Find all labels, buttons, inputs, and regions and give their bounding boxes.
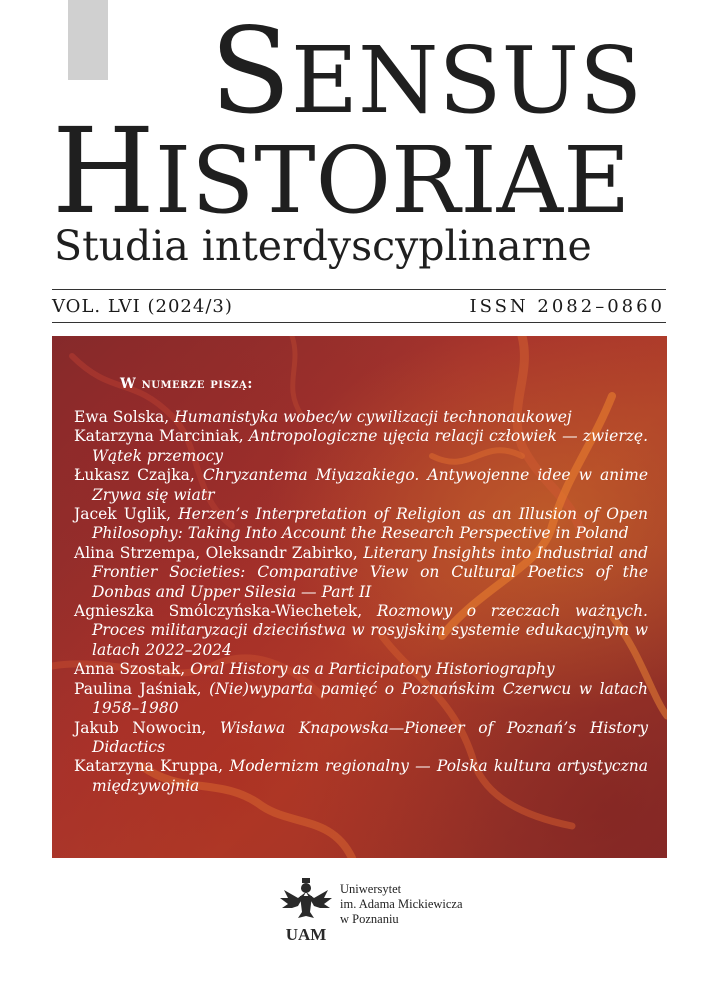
- contents-entry: [74, 602, 648, 660]
- publisher-line-2: im. Adama Mickiewicza: [340, 897, 463, 911]
- entry-title: Oral History as a Participatory Historiography: [190, 660, 555, 679]
- entry-title: Rozmowy o rzeczach ważnych. Proces militaryzacji dzieciństwa w rosyjskim systemie edukacyjnym w latach 2022–2024: [92, 602, 648, 659]
- entry-author: Ewa Solska,: [74, 408, 170, 426]
- entry-title: Literary Insights into Industrial and Frontier Societies: Comparative View on Cultural Poetics of the Donbas and Upper Silesia — Part II: [92, 543, 648, 601]
- entry-author: Anna Szostak,: [74, 660, 186, 679]
- entry-title: Herzen’s Interpretation of Religion as an Illusion of Open Philosophy: Taking Into Account the Research Perspective in Poland: [92, 505, 648, 543]
- contents-entry: [74, 505, 648, 544]
- entry-author: Paulina Jaśniak,: [74, 679, 202, 698]
- contents-entry: [74, 466, 648, 505]
- contents-heading: W numerze piszą:: [120, 376, 253, 392]
- publisher-line-1: Uniwersytet: [340, 882, 402, 896]
- publisher-line-3: w Poznaniu: [340, 912, 399, 926]
- entry-author: Jakub Nowocin,: [74, 718, 207, 737]
- title-initial-h: H: [52, 102, 155, 240]
- contents-entry: [74, 719, 648, 758]
- publisher-logo: [276, 876, 476, 946]
- issn-label: ISSN 2082–0860: [469, 296, 665, 317]
- entry-author: Agnieszka Smólczyńska-Wiechetek,: [74, 602, 363, 621]
- entry-title: Modernizm regionalny — Polska kultura artystyczna międzywojnia: [92, 757, 648, 795]
- cover-artwork: [52, 336, 667, 858]
- entry-author: Łukasz Czajka,: [74, 466, 195, 485]
- logo-letters: UAM: [285, 925, 327, 944]
- decorative-gray-bar: [68, 0, 108, 80]
- entry-title: Antropologiczne ujęcia relacji człowiek — zwierzę. Wątek przemocy: [92, 427, 648, 465]
- divider-top: [52, 289, 666, 290]
- entry-author: Alina Strzempa, Oleksandr Zabirko,: [74, 543, 358, 562]
- volume-label: VOL. LVI (2024/3): [52, 296, 233, 317]
- entry-title: Chryzantema Miyazakiego. Antywojenne idee w anime Zrywa się wiatr: [92, 466, 648, 504]
- contents-entry: [74, 408, 648, 427]
- journal-subtitle: Studia interdyscyplinarne: [54, 222, 592, 270]
- contents-entry: [74, 427, 648, 466]
- entry-title: Wisława Knapowska—Pioneer of Poznań’s History Didactics: [92, 718, 648, 756]
- title-rest-ensus: ENSUS: [290, 27, 643, 134]
- contents-entry: [74, 757, 648, 796]
- entry-title: (Nie)wyparta pamięć o Poznańskim Czerwcu w latach 1958–1980: [92, 679, 648, 718]
- publisher-name: [340, 882, 463, 927]
- title-initial-s: S: [210, 2, 291, 140]
- entry-title: Humanistyka wobec/w cywilizacji technonaukowej: [174, 408, 572, 426]
- contents-entry: [74, 680, 648, 719]
- journal-title-line-2: [52, 102, 631, 240]
- title-rest-istoriae: ISTORIAE: [154, 127, 631, 234]
- entry-author: Katarzyna Marciniak,: [74, 427, 244, 446]
- contents-entry: [74, 544, 648, 602]
- entry-author: Jacek Uglik,: [74, 505, 172, 524]
- contents-entry: [74, 660, 648, 679]
- entry-author: Katarzyna Kruppa,: [74, 757, 224, 776]
- contents-list: [74, 408, 648, 796]
- divider-bottom: [52, 322, 666, 323]
- eagle-crest-icon: [276, 876, 336, 946]
